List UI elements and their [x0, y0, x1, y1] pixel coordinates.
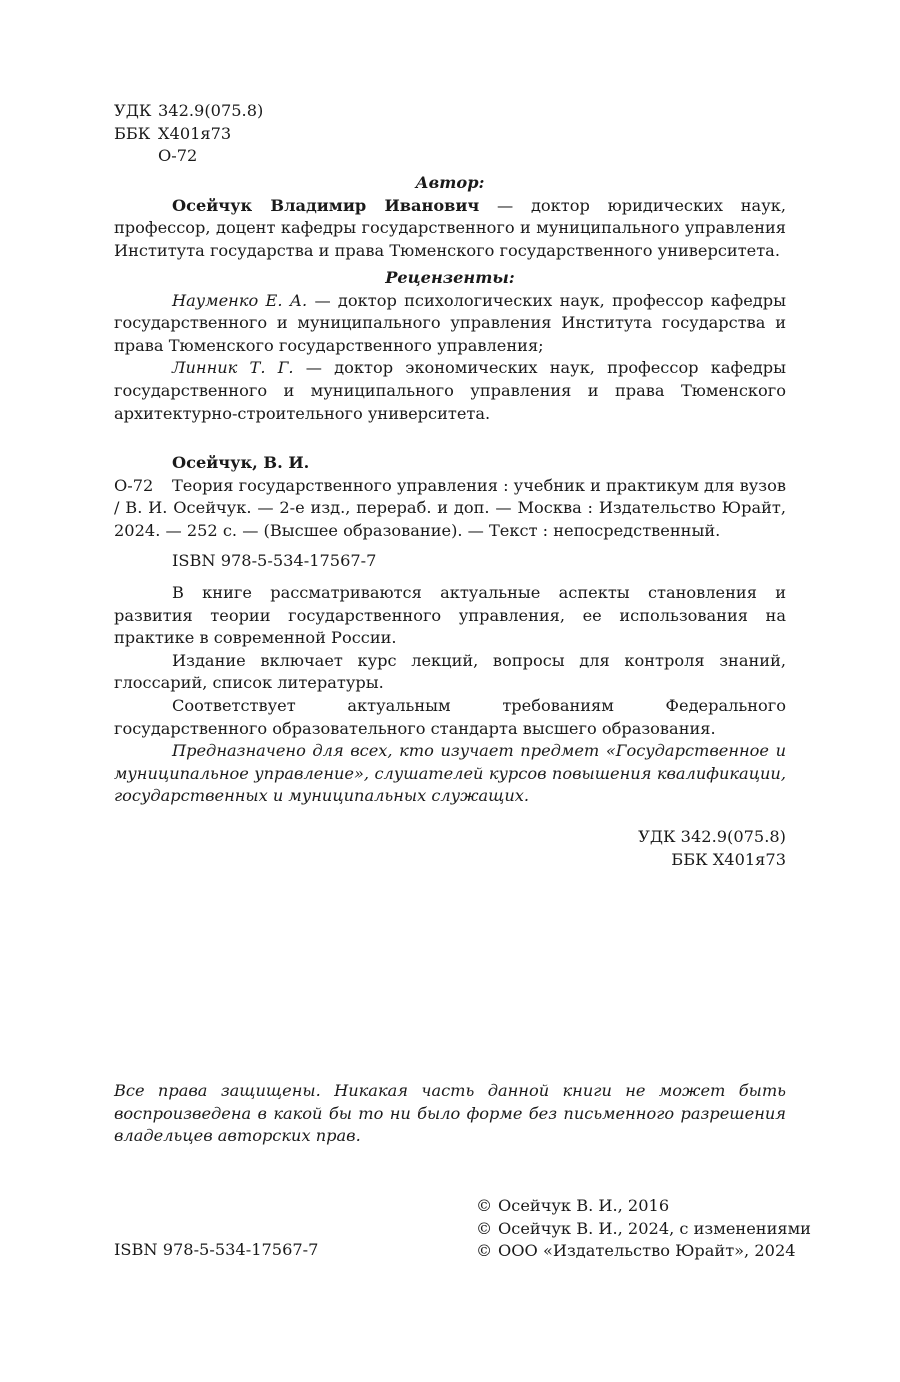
annotation-audience: Предназначено для всех, кто изучает предмет «Государственное и муниципальное управление», слушателей курсов повышения квалификации, государственных и муниципальных служащих.: [114, 741, 786, 806]
annotation-paragraph: Соответствует актуальным требованиям Федерального государственного образовательного стандарта высшего образования.: [114, 695, 786, 738]
reviewer-name: Линник Т. Г.: [172, 358, 294, 378]
annotation-paragraph: В книге рассматриваются актуальные аспекты становления и развития теории государственного управления, ее использования на практике в современной России.: [114, 583, 786, 648]
author-section: [114, 172, 786, 262]
bibliographic-record: [114, 452, 786, 573]
udk-value: 342.9(075.8): [158, 101, 264, 120]
reviewer-item: [114, 290, 786, 358]
copyright-line: [476, 1240, 811, 1263]
reviewer-name: Науменко Е. А.: [172, 290, 308, 310]
classification-block: [114, 100, 263, 168]
bib-isbn: ISBN 978-5-534-17567-7: [172, 551, 377, 571]
author-paragraph: [114, 195, 786, 263]
reviewer-desc: — доктор психологических наук, профессор кафедры государственного и муниципального управления Института государства и права Тюменского государственного управления;: [114, 290, 786, 355]
udk-label: УДК: [114, 101, 152, 120]
bbk-label: ББК: [114, 123, 151, 143]
bbk-value: Х401я73: [158, 123, 232, 143]
copyright-symbol: ©: [476, 1218, 493, 1238]
copyright-text: ООО «Издательство Юрайт», 2024: [498, 1241, 796, 1261]
footer-isbn: ISBN 978-5-534-17567-7: [114, 1240, 319, 1259]
copyright-line: [476, 1195, 811, 1218]
bib-text: Теория государственного управления : учебник и практикум для вузов / В. И. Осейчук. — 2-е изд., перераб. и доп. — Москва : Издательство Юрайт, 2024. — 252 с. — (Высшее образование). — Текст : непосредственный.: [114, 475, 786, 540]
reviewers-section: [114, 267, 786, 425]
annotation-paragraph: Издание включает курс лекций, вопросы для контроля знаний, глоссарий, список литературы.: [114, 650, 786, 693]
copyright-line: [476, 1218, 811, 1241]
reviewer-item: [114, 357, 786, 425]
bib-mark: О-72: [114, 476, 154, 495]
author-name: Осейчук Владимир Иванович: [172, 195, 480, 215]
author-heading: Автор:: [415, 173, 485, 192]
bib-author-heading: Осейчук, В. И.: [172, 453, 310, 472]
copyright-symbol: ©: [476, 1241, 493, 1261]
copyright-block: [476, 1195, 811, 1263]
copyright-text: Осейчук В. И., 2024, с изменениями: [498, 1218, 811, 1238]
rights-notice-block: [114, 1080, 786, 1148]
reviewers-heading: Рецензенты:: [385, 268, 515, 287]
copyright-symbol: ©: [476, 1196, 493, 1215]
reviewer-desc: — доктор экономических наук, профессор кафедры государственного и муниципального управления и права Тюменского архитектурно-строительного университета.: [114, 358, 786, 423]
author-desc: — доктор юридических наук, профессор, доцент кафедры государственного и муниципального управления Института государства и права Тюменского государственного университета.: [114, 195, 786, 260]
footer-udk: УДК 342.9(075.8): [638, 827, 786, 846]
footer-bbk: ББК Х401я73: [671, 849, 786, 869]
author-mark: О-72: [158, 146, 198, 166]
classification-footer: [114, 826, 786, 871]
copyright-text: Осейчук В. И., 2016: [498, 1196, 670, 1215]
rights-notice: Все права защищены. Никакая часть данной книги не может быть воспроизведена в какой бы то ни было форме без письменного разрешения владельцев авторских прав.: [114, 1081, 786, 1146]
annotation-section: [114, 582, 786, 808]
